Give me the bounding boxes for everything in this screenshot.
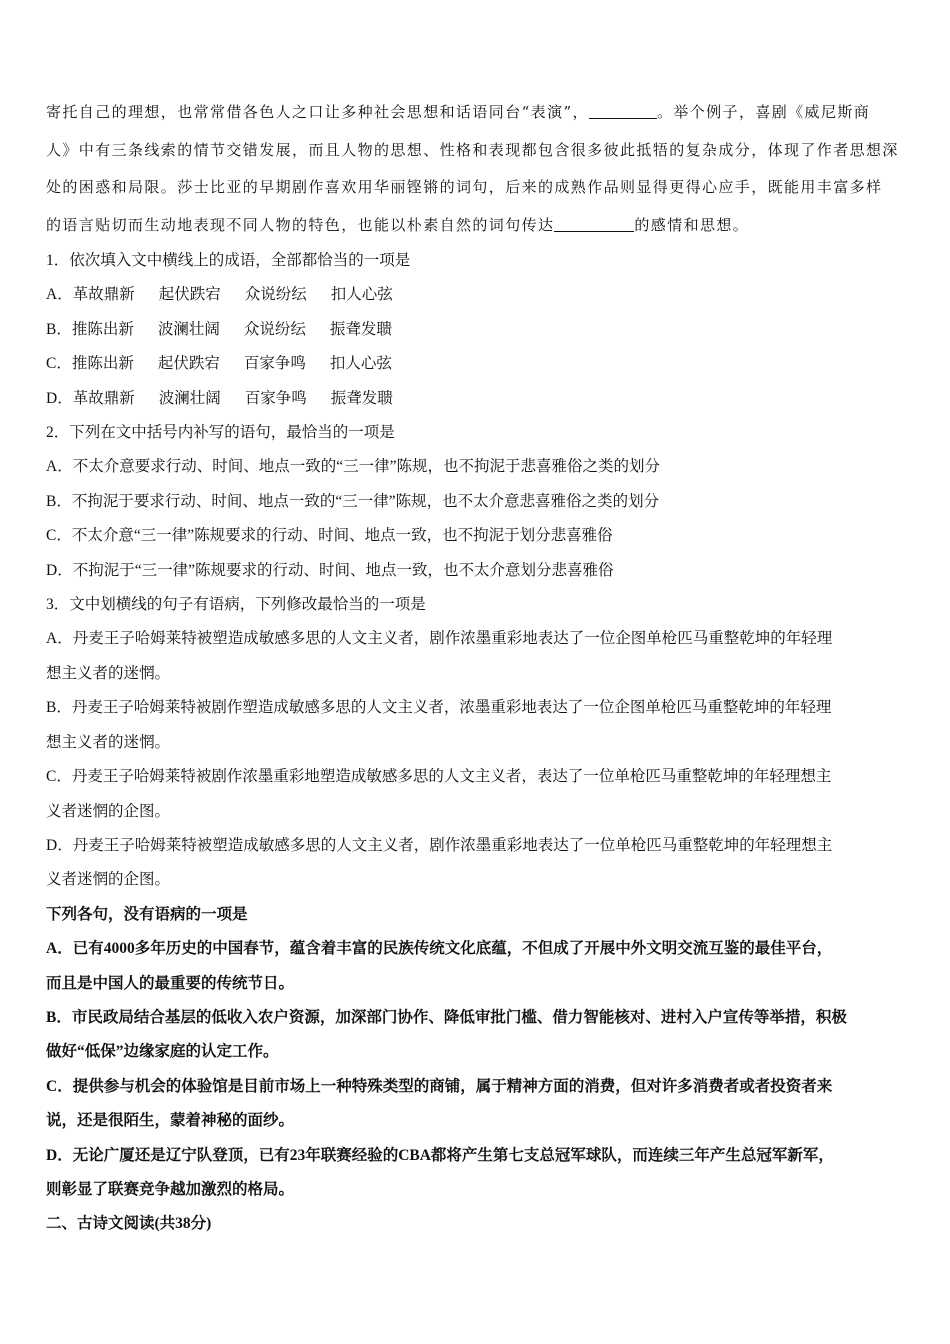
- idiom: 波澜壮阔: [158, 389, 221, 407]
- option-c: C．丹麦王子哈姆莱特被剧作浓墨重彩地塑造成敏感多思的人文主义者，表达了一位单枪匹马重整乾坤的年轻理想主: [46, 768, 832, 786]
- option-d: D．不拘泥于“三一律”陈规要求的行动、时间、地点一致，也不太介意划分悲喜雅俗: [46, 561, 614, 579]
- option-b: B．丹麦王子哈姆莱特被剧作塑造成敏感多思的人文主义者，浓墨重彩地表达了一位企图单枪匹马重整乾坤的年轻理: [46, 699, 832, 717]
- passage-line: [46, 207, 908, 245]
- option-a: A．不太介意要求行动、时间、地点一致的“三一律”陈规，也不拘泥于悲喜雅俗之类的划分: [46, 458, 660, 476]
- option-b: B．不拘泥于要求行动、时间、地点一致的“三一律”陈规，也不太介意悲喜雅俗之类的划分: [46, 492, 660, 510]
- option-b-cont: 想主义者的迷惘。: [46, 733, 171, 751]
- passage-line: 人》中有三条线索的情节交错发展，而且人物的思想、性格和表现都包含很多彼此抵牾的复杂成分，体现了作者思想深: [46, 140, 899, 159]
- idiom: 扣人心弦: [330, 286, 393, 304]
- idiom: 振聋发聩: [329, 320, 392, 338]
- passage-text: 的感情和思想。: [634, 215, 750, 234]
- passage-text: 。举个例子，喜剧《威尼斯商: [656, 103, 871, 121]
- option-a-cont: 而且是中国人的最重要的传统节日。: [46, 974, 295, 992]
- passage-text: 的语言贴切而生动地表现不同人物的特色，也能以朴素自然的词句传达: [46, 215, 555, 234]
- idiom: 起伏跌宕: [158, 286, 221, 304]
- fill-blank: [589, 103, 657, 119]
- passage-line: [46, 94, 908, 132]
- idiom: 百家争鸣: [243, 355, 306, 373]
- option-label: C．: [46, 355, 72, 373]
- idiom: 百家争鸣: [244, 389, 307, 407]
- idiom: 众说纷纭: [244, 286, 307, 304]
- question-stem: 下列各句，没有语病的一项是: [46, 905, 248, 923]
- option-d: D．无论广厦还是辽宁队登顶，已有23年联赛经验的CBA都将产生第七支总冠军球队，而连续三年产生总冠军新军，: [46, 1146, 834, 1164]
- idiom: 波澜壮阔: [157, 320, 220, 338]
- option-a: [46, 278, 908, 312]
- question-stem: 2．下列在文中括号内补写的语句，最恰当的一项是: [46, 424, 395, 442]
- option-label: D．: [46, 389, 73, 407]
- passage-line: 处的困惑和局限。莎士比亚的早期剧作喜欢用华丽铿锵的词句，后来的成熟作品则显得更得心应手，既能用丰富多样: [46, 178, 883, 196]
- option-label: A．: [46, 286, 73, 304]
- question-1: [46, 244, 908, 416]
- option-label: B．: [46, 320, 72, 338]
- option-b-cont: 做好“低保”边缘家庭的认定工作。: [46, 1043, 279, 1061]
- option-d-cont: 则彰显了联赛竞争越加激烈的格局。: [46, 1180, 295, 1198]
- question-3: [46, 588, 908, 898]
- option-a: A．已有4000多年历史的中国春节，蕴含着丰富的民族传统文化底蕴，不但成了开展中外文明交流互鉴的最佳平台，: [46, 940, 833, 958]
- passage-text: 寄托自己的理想，也常常借各色人之口让多种社会思想和话语同台“表演”，: [46, 103, 589, 121]
- question-2: [46, 416, 908, 588]
- option-a-cont: 想主义者的迷惘。: [46, 664, 171, 682]
- option-c-cont: 义者迷惘的企图。: [46, 802, 171, 820]
- option-d: [46, 382, 908, 416]
- option-c-cont: 说，还是很陌生，蒙着神秘的面纱。: [46, 1112, 295, 1130]
- question-4: [46, 898, 908, 1208]
- question-stem: 3．文中划横线的句子有语病，下列修改最恰当的一项是: [46, 596, 426, 614]
- section-heading: 二、古诗文阅读(共38分): [46, 1215, 212, 1233]
- idiom: 起伏跌宕: [157, 355, 220, 373]
- fill-blank: [554, 216, 634, 232]
- option-a: A．丹麦王子哈姆莱特被塑造成敏感多思的人文主义者，剧作浓墨重彩地表达了一位企图单枪匹马重整乾坤的年轻理: [46, 630, 833, 648]
- option-b: B．市民政局结合基层的低收入农户资源，加深部门协作、降低审批门槛、借力智能核对、进村入户宣传等举措，积极: [46, 1008, 847, 1026]
- idiom: 扣人心弦: [329, 355, 392, 373]
- option-d-cont: 义者迷惘的企图。: [46, 871, 171, 889]
- option-c: C．不太介意“三一律”陈规要求的行动、时间、地点一致，也不拘泥于划分悲喜雅俗: [46, 527, 613, 545]
- idiom: 革故鼎新: [72, 286, 135, 304]
- idiom: 众说纷纭: [243, 320, 306, 338]
- option-d: D．丹麦王子哈姆莱特被塑造成敏感多思的人文主义者，剧作浓墨重彩地表达了一位单枪匹马重整乾坤的年轻理想主: [46, 836, 833, 854]
- question-stem: 1．依次填入文中横线上的成语，全部都恰当的一项是: [46, 252, 411, 269]
- idiom: 振聋发聩: [330, 389, 393, 407]
- idiom: 革故鼎新: [72, 389, 135, 407]
- option-c: [46, 347, 908, 381]
- idiom: 推陈出新: [71, 320, 134, 338]
- option-b: [46, 313, 908, 347]
- exam-page: [46, 94, 908, 1242]
- reading-passage: [46, 94, 908, 244]
- idiom: 推陈出新: [71, 355, 134, 373]
- option-c: C．提供参与机会的体验馆是目前市场上一种特殊类型的商铺，属于精神方面的消费，但对许多消费者或者投资者来: [46, 1077, 833, 1095]
